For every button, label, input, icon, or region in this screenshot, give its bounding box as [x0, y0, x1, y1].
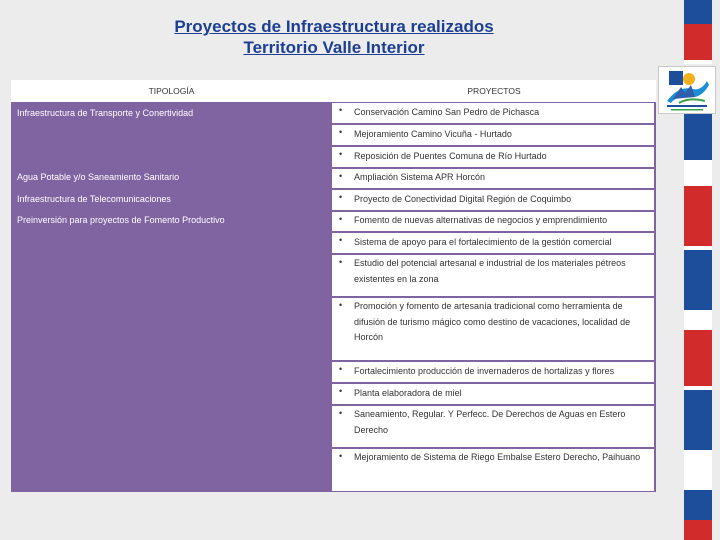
bullet: •	[339, 214, 343, 224]
bullet: •	[339, 127, 343, 137]
project-item	[332, 406, 654, 447]
tipologia-fomento-productivo: Preinversión para proyectos de Fomento Productivo	[17, 215, 225, 225]
bullet: •	[339, 105, 343, 115]
bullet: •	[339, 408, 343, 418]
project-item	[332, 125, 654, 145]
project-text: Fortalecimiento producción de invernaderos de hortalizas y flores	[354, 366, 615, 376]
project-text: Conservación Camino San Pedro de Pichasca	[354, 107, 540, 117]
project-item	[332, 212, 654, 231]
bullet: •	[339, 451, 343, 461]
project-item	[332, 255, 654, 296]
tipologia-transporte: Infraestructura de Transporte y Conertividad	[17, 108, 194, 118]
projects-table	[11, 80, 656, 492]
project-item	[332, 190, 654, 210]
project-item	[332, 384, 654, 404]
project-item	[332, 298, 654, 360]
project-text: Planta elaboradora de miel	[354, 388, 462, 398]
bullet: •	[339, 257, 343, 267]
project-text: Saneamiento, Regular. Y Perfecc. De Derechos de Aguas en Estero Derecho	[354, 409, 626, 435]
project-text: Sistema de apoyo para el fortalecimiento de la gestión comercial	[354, 237, 612, 247]
title-line-1: Proyectos de Infraestructura realizados	[174, 17, 494, 36]
project-item	[332, 362, 654, 382]
title-line-2: Territorio Valle Interior	[243, 38, 425, 57]
project-text: Promoción y fomento de artesanía tradicional como herramienta de difusión de turismo mágico como destino de vacaciones, localidad de Horcón	[354, 301, 631, 342]
project-item	[332, 449, 654, 491]
tipologia-agua-potable: Agua Potable y/o Saneamiento Sanitario	[17, 172, 180, 182]
header-tipologia: TIPOLOGÍA	[11, 80, 332, 102]
bullet: •	[339, 171, 343, 181]
bullet: •	[339, 300, 343, 310]
header-proyectos: PROYECTOS	[332, 80, 656, 102]
project-text: Reposición de Puentes Comuna de Río Hurtado	[354, 151, 547, 161]
project-item	[332, 147, 654, 167]
bullet: •	[339, 192, 343, 202]
bullet: •	[339, 235, 343, 245]
project-item	[332, 233, 654, 253]
project-text: Fomento de nuevas alternativas de negocios y emprendimiento	[354, 215, 608, 225]
bullet: •	[339, 364, 343, 374]
page-title	[0, 16, 668, 58]
project-text: Proyecto de Conectividad Digital Región de Coquimbo	[354, 194, 572, 204]
bullet: •	[339, 386, 343, 396]
project-text: Mejoramiento de Sistema de Riego Embalse Estero Derecho, Paihuano	[354, 452, 641, 462]
project-text: Mejoramiento Camino Vicuña - Hurtado	[354, 129, 512, 139]
project-item	[332, 103, 654, 123]
tipologia-telecomunicaciones: Infraestructura de Telecomunicaciones	[17, 194, 171, 204]
project-item	[332, 169, 654, 188]
regional-government-logo	[658, 66, 716, 114]
project-text: Ampliación Sistema APR Horcón	[354, 172, 486, 182]
logo-icon	[659, 67, 715, 113]
project-text: Estudio del potencial artesanal e industrial de los materiales pétreos existentes en la zona	[354, 258, 626, 284]
bullet: •	[339, 149, 343, 159]
